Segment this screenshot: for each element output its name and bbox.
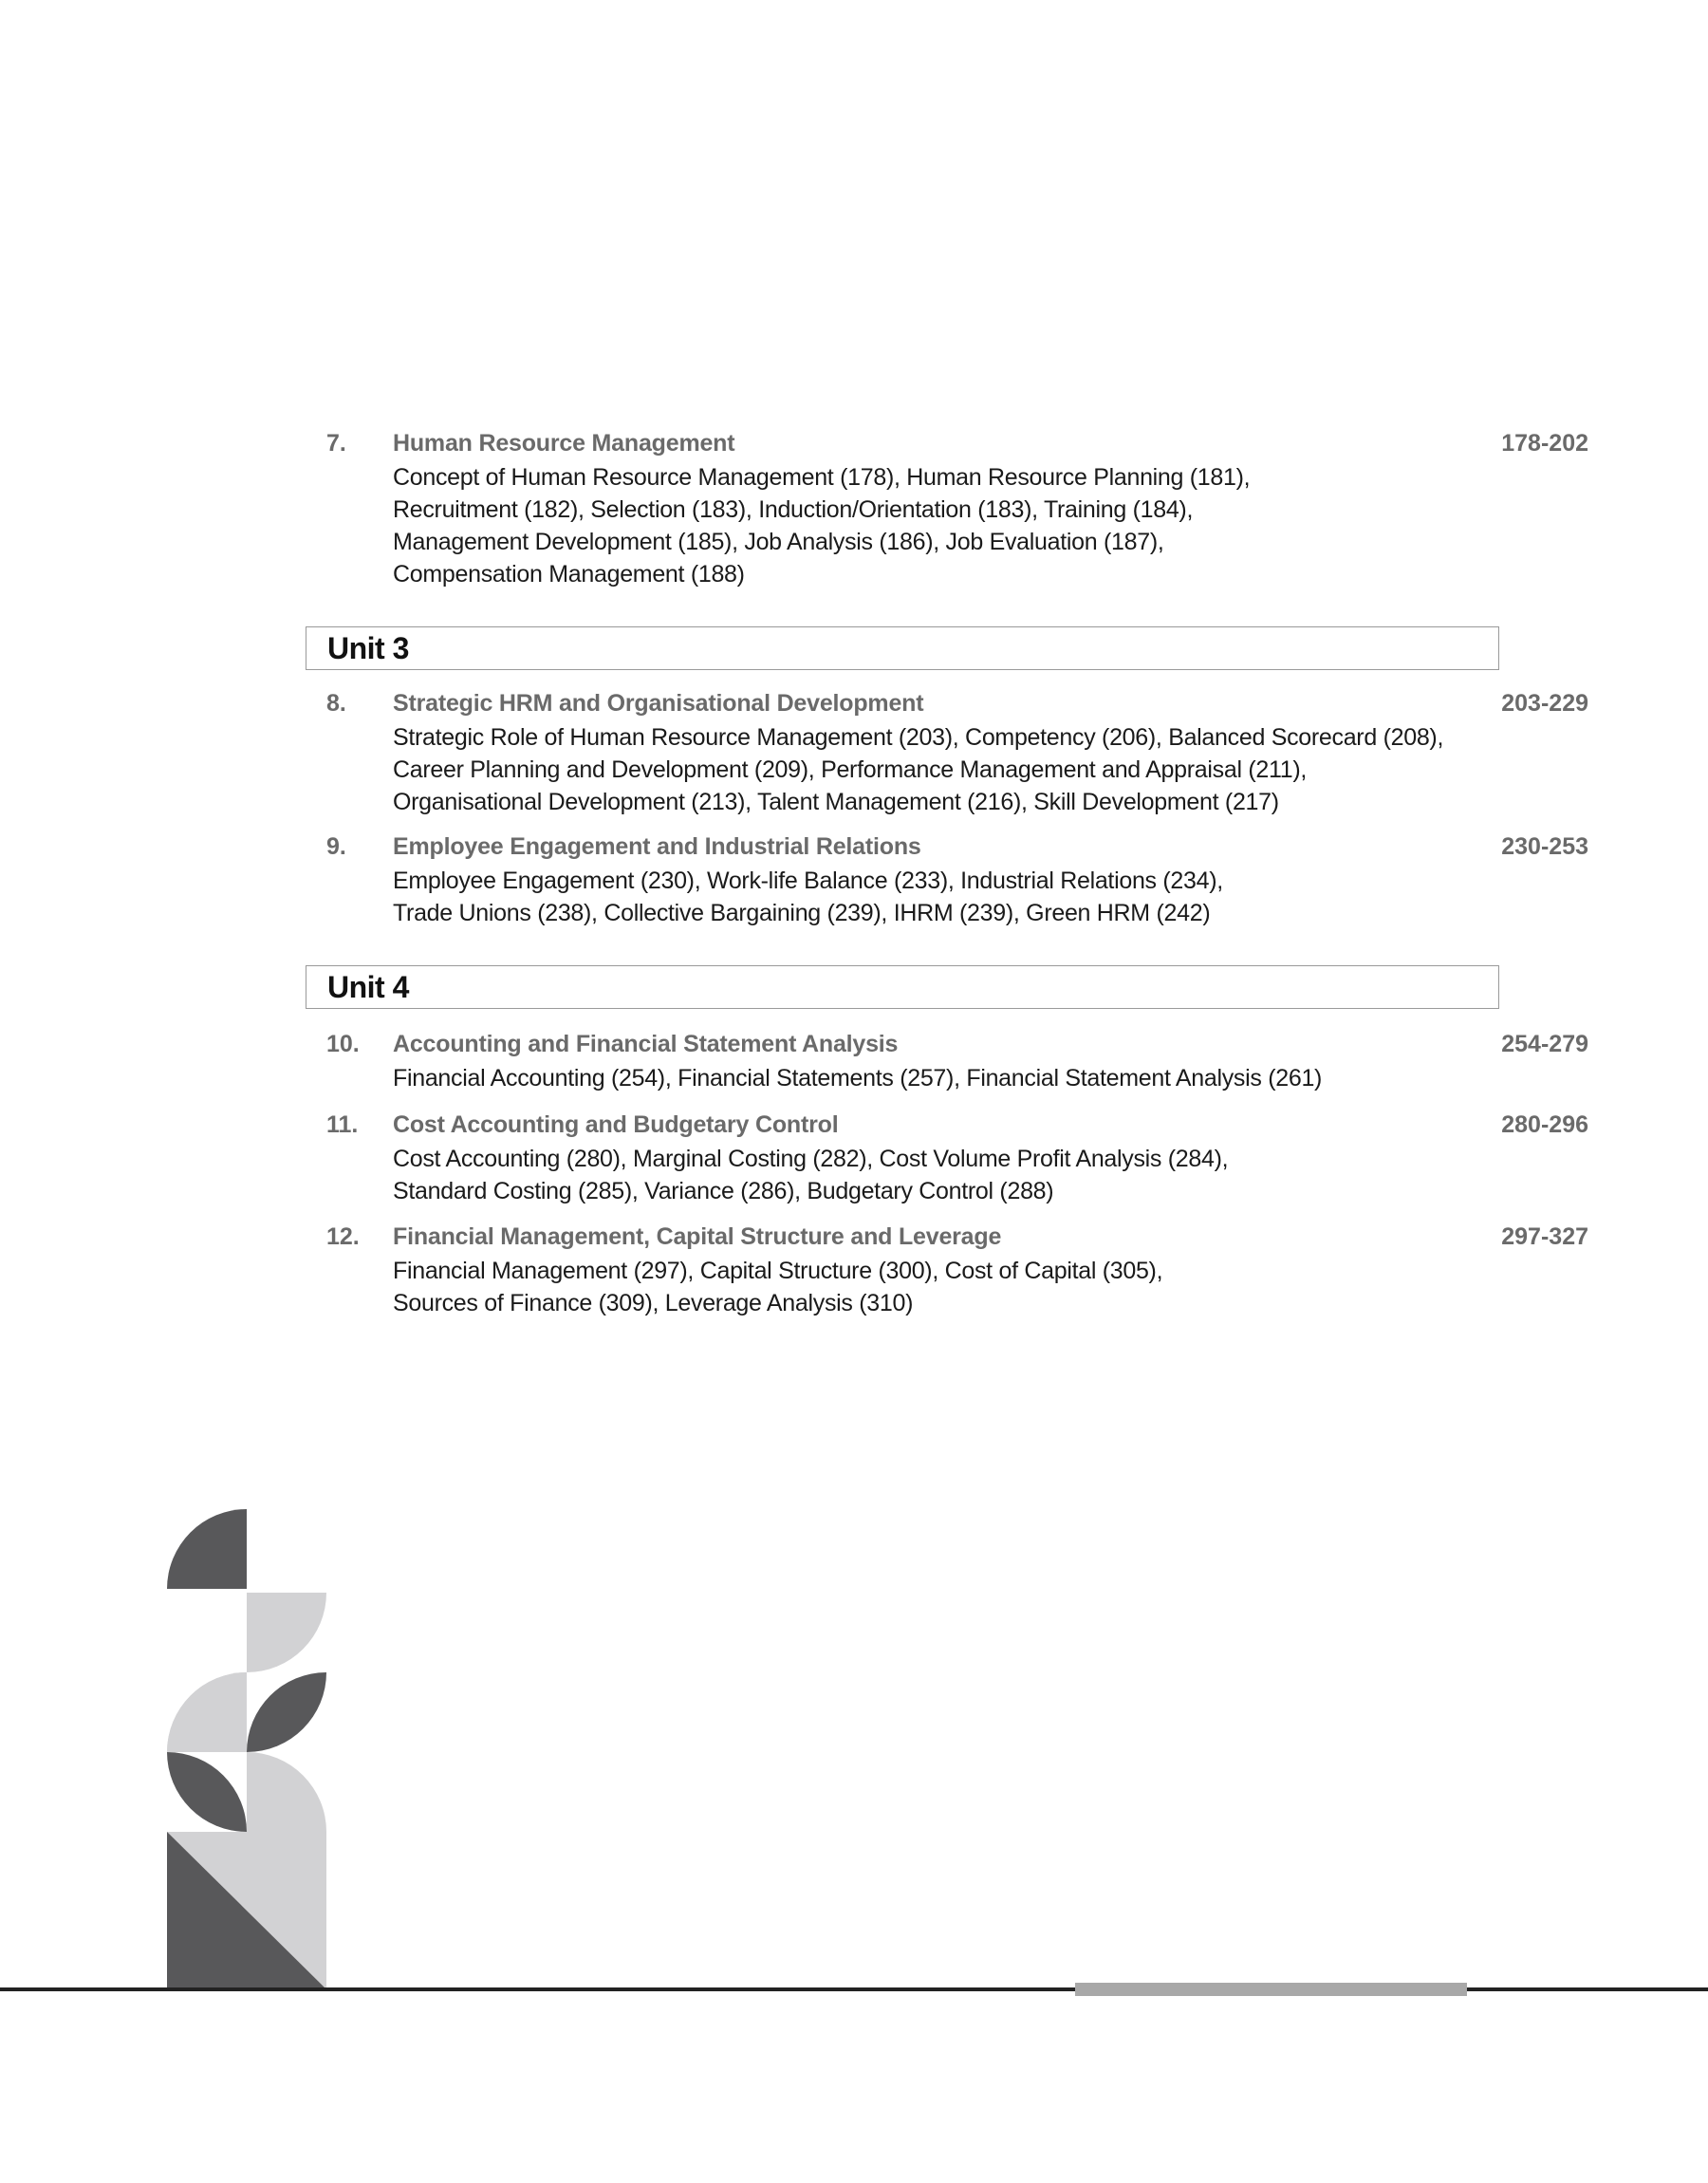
topic-line: Compensation Management (188)	[393, 561, 745, 588]
topic-line: Employee Engagement (230), Work-life Balance (233), Industrial Relations (234),	[393, 868, 1223, 894]
unit-3-header	[306, 626, 1499, 670]
unit-label: Unit 4	[327, 970, 409, 1004]
entry-pages: 230-253	[1501, 833, 1588, 860]
topic-line: Career Planning and Development (209), Performance Management and Appraisal (211),	[393, 756, 1307, 783]
toc-entry-12	[306, 1221, 1588, 1319]
decorative-geometric-motif	[161, 1509, 342, 1993]
toc-entry-10	[306, 1028, 1588, 1094]
light-quarter-right-lower	[247, 1752, 326, 1832]
entry-title: Employee Engagement and Industrial Relations	[393, 833, 921, 860]
topic-line: Sources of Finance (309), Leverage Analysis (310)	[393, 1290, 914, 1316]
entry-number: 8.	[326, 690, 346, 717]
footer-accent-bar	[1075, 1983, 1467, 1996]
entry-number: 9.	[326, 833, 346, 860]
entry-number: 7.	[326, 430, 346, 457]
entry-title: Strategic HRM and Organisational Development	[393, 690, 924, 717]
topic-line: Financial Management (297), Capital Structure (300), Cost of Capital (305),	[393, 1258, 1163, 1284]
entry-title: Cost Accounting and Budgetary Control	[393, 1111, 839, 1138]
entry-number: 11.	[326, 1111, 359, 1138]
dark-leaf-right	[247, 1672, 326, 1752]
entry-topics	[393, 1062, 1588, 1094]
entry-title: Human Resource Management	[393, 430, 735, 457]
entry-number: 10.	[326, 1031, 360, 1057]
entry-topics	[393, 1255, 1588, 1319]
entry-topics	[393, 1143, 1588, 1207]
entry-pages: 254-279	[1501, 1031, 1588, 1057]
toc-entry-9	[306, 830, 1588, 929]
entry-topics	[393, 721, 1588, 818]
topic-line: Recruitment (182), Selection (183), Induction/Orientation (183), Training (184),	[393, 496, 1194, 523]
unit-4-header	[306, 965, 1499, 1009]
unit-label: Unit 3	[327, 631, 409, 665]
entry-number: 12.	[326, 1223, 360, 1250]
entry-pages: 203-229	[1501, 690, 1588, 717]
topic-line: Trade Unions (238), Collective Bargaining (239), IHRM (239), Green HRM (242)	[393, 900, 1211, 926]
topic-line: Cost Accounting (280), Marginal Costing (282), Cost Volume Profit Analysis (284),	[393, 1146, 1229, 1172]
dark-leaf-left-lower	[167, 1752, 247, 1832]
entry-pages: 178-202	[1501, 430, 1588, 457]
entry-topics	[393, 865, 1588, 929]
topic-line: Management Development (185), Job Analysis (186), Job Evaluation (187),	[393, 529, 1164, 555]
toc-entry-7	[306, 427, 1588, 590]
entry-pages: 297-327	[1501, 1223, 1588, 1250]
topic-line: Organisational Development (213), Talent Management (216), Skill Development (217)	[393, 789, 1279, 815]
topic-line: Concept of Human Resource Management (178), Human Resource Planning (181),	[393, 464, 1251, 491]
topic-line: Strategic Role of Human Resource Management (203), Competency (206), Balanced Scorecard (208),	[393, 724, 1444, 751]
topic-line: Financial Accounting (254), Financial Statements (257), Financial Statement Analysis (261)	[393, 1065, 1323, 1092]
entry-title: Accounting and Financial Statement Analysis	[393, 1031, 899, 1057]
light-quarter-left	[167, 1672, 247, 1752]
toc-entry-11	[306, 1109, 1588, 1207]
topic-line: Standard Costing (285), Variance (286), Budgetary Control (288)	[393, 1178, 1054, 1204]
light-quarter-circle-upper	[247, 1593, 326, 1672]
entry-topics	[393, 461, 1588, 590]
entry-pages: 280-296	[1501, 1111, 1588, 1138]
dark-quarter-circle-top	[167, 1509, 247, 1589]
toc-entry-8	[306, 687, 1588, 818]
entry-title: Financial Management, Capital Structure and Leverage	[393, 1223, 1002, 1250]
